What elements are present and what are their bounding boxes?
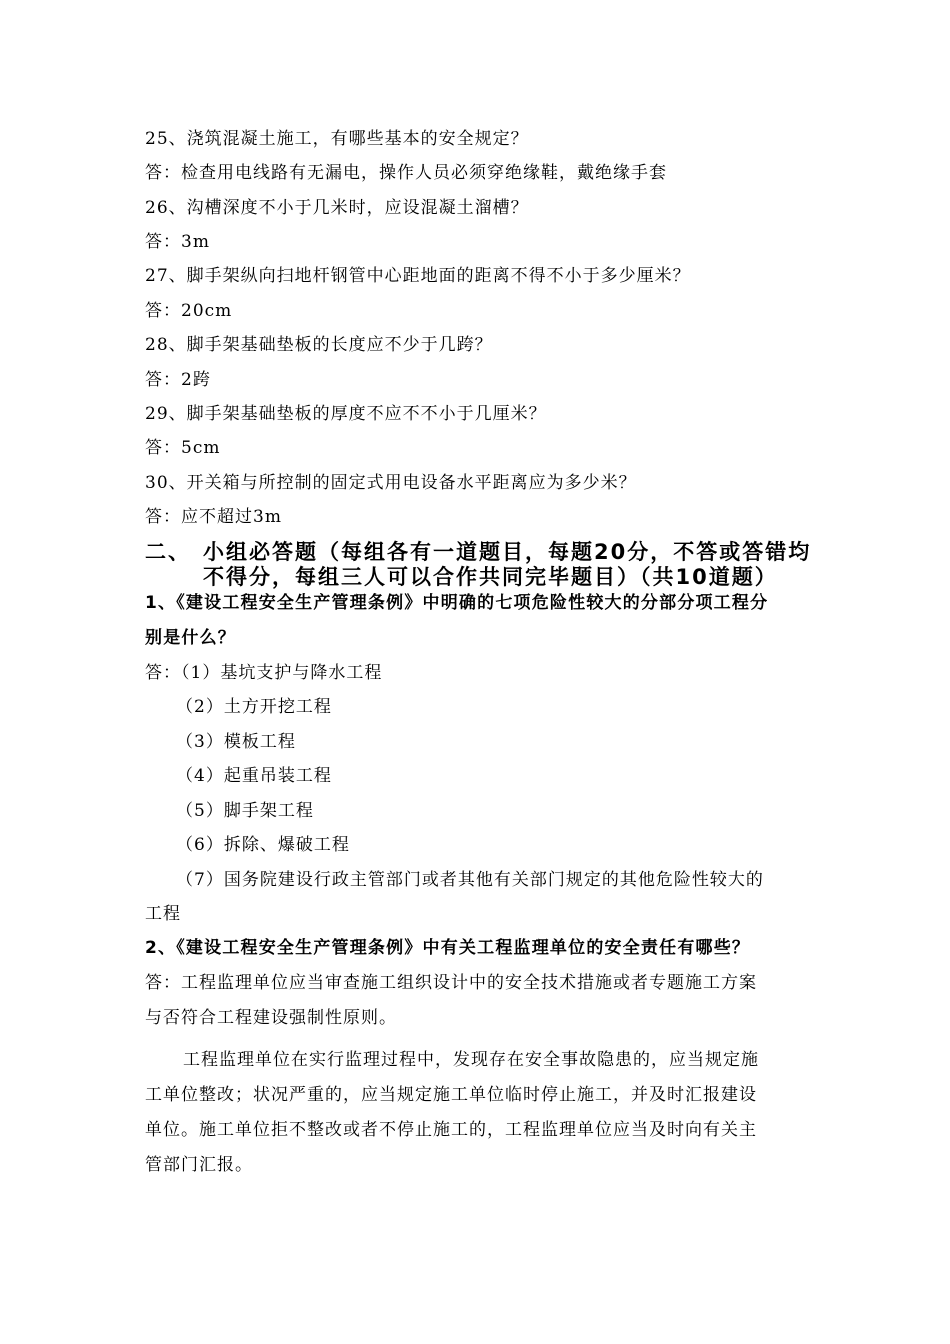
section-title-line2: 不得分，每组三人可以合作共同完毕题目）（共10道题） (203, 565, 778, 589)
question-29: 29、脚手架基础垫板的厚度不应不不小于几厘米？ (145, 404, 547, 424)
group-answer-2-line1: 答：工程监理单位应当审查施工组织设计中的安全技术措施或者专题施工方案 (145, 973, 757, 993)
group-answer-1-item3: （3）模板工程 (176, 732, 296, 752)
group-answer-2-line2: 与否符合工程建设强制性原则。 (145, 1008, 397, 1028)
answer-30: 答：应不超过3m (145, 507, 282, 527)
question-28: 28、脚手架基础垫板的长度应不少于几跨？ (145, 335, 493, 355)
group-answer-1-item6: （6）拆除、爆破工程 (176, 835, 350, 855)
group-answer-2-para-line3: 单位。施工单位拒不整改或者不停止施工的，工程监理单位应当及时向有关主 (145, 1120, 757, 1140)
question-26: 26、沟槽深度不小于几米时，应设混凝土溜槽？ (145, 198, 529, 218)
answer-29: 答：5cm (145, 438, 221, 458)
group-answer-1-item4: （4）起重吊装工程 (176, 766, 332, 786)
question-27: 27、脚手架纵向扫地杆钢管中心距地面的距离不得不小于多少厘米？ (145, 266, 691, 286)
answer-25: 答：检查用电线路有无漏电，操作人员必须穿绝缘鞋，戴绝缘手套 (145, 163, 667, 183)
group-question-1-line1: 1、《建设工程安全生产管理条例》中明确的七项危险性较大的分部分项工程分 (145, 593, 769, 613)
answer-26: 答：3m (145, 232, 210, 252)
group-answer-1-item1: 答：（1）基坑支护与降水工程 (145, 663, 383, 683)
group-question-1-line2: 别是什么？ (145, 628, 236, 648)
group-answer-1-item7: （7）国务院建设行政主管部门或者其他有关部门规定的其他危险性较大的 (176, 870, 764, 890)
group-answer-2-para-line1: 工程监理单位在实行监理过程中，发现存在安全事故隐患的，应当规定施 (183, 1050, 759, 1070)
question-25: 25、浇筑混凝土施工，有哪些基本的安全规定？ (145, 129, 529, 149)
answer-27: 答：20cm (145, 301, 233, 321)
answer-28: 答：2跨 (145, 370, 211, 390)
group-answer-2-para-line2: 工单位整改；状况严重的，应当规定施工单位临时停止施工，并及时汇报建设 (145, 1085, 757, 1105)
group-answer-1-item2: （2）土方开挖工程 (176, 697, 332, 717)
group-answer-1-item5: （5）脚手架工程 (176, 801, 314, 821)
group-answer-1-item7-tail: 工程 (145, 904, 181, 924)
question-30: 30、开关箱与所控制的固定式用电设备水平距离应为多少米？ (145, 473, 637, 493)
group-answer-2-para-line4: 管部门汇报。 (145, 1155, 253, 1175)
group-question-2: 2、《建设工程安全生产管理条例》中有关工程监理单位的安全责任有哪些？ (145, 938, 751, 958)
section-number: 二、 (145, 540, 191, 564)
section-title-line1: 小组必答题（每组各有一道题目，每题20分，不答或答错均 (203, 540, 812, 564)
